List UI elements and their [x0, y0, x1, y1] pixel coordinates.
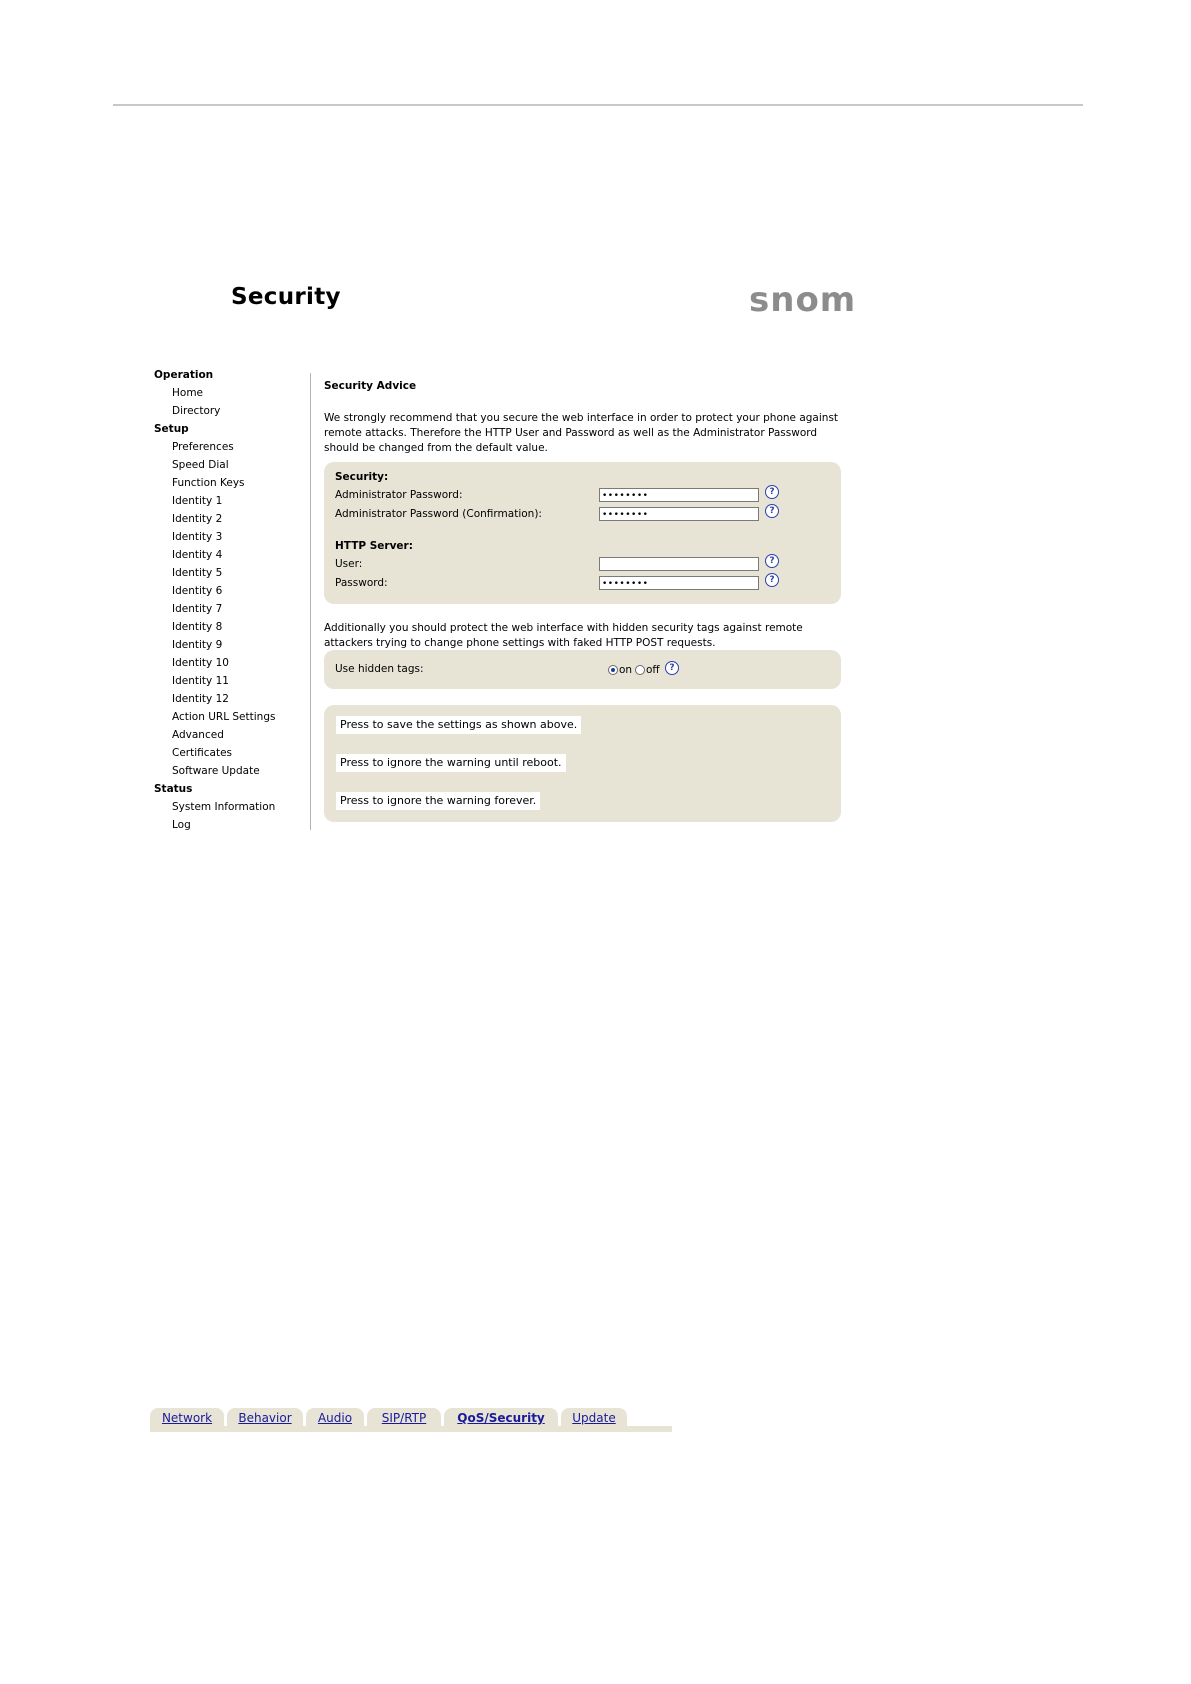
- actions-panel: [324, 705, 841, 822]
- hidden-tags-label: Use hidden tags:: [335, 663, 424, 675]
- sidebar-item-home[interactable]: Home: [172, 387, 204, 399]
- admin-password-confirm-help-icon[interactable]: ?: [765, 504, 779, 518]
- sidebar-item-preferences[interactable]: Preferences: [172, 441, 234, 453]
- hidden-tags-help-icon[interactable]: ?: [665, 661, 679, 675]
- admin-password-help-icon[interactable]: ?: [765, 485, 779, 499]
- tab-update[interactable]: Update: [561, 1408, 627, 1428]
- sidebar-item-speed-dial[interactable]: Speed Dial: [172, 459, 229, 471]
- hidden-tags-on-label: on: [619, 664, 633, 676]
- http-password-label: Password:: [335, 577, 388, 589]
- top-rule: [113, 104, 1083, 106]
- sidebar-item-identity-7[interactable]: Identity 7: [172, 603, 223, 615]
- admin-password-confirm-label: Administrator Password (Confirmation):: [335, 508, 542, 520]
- snom-logo: snom: [749, 280, 857, 320]
- security-header: Security:: [335, 471, 389, 483]
- sidebar-item-identity-6[interactable]: Identity 6: [172, 585, 223, 597]
- sidebar-item-identity-8[interactable]: Identity 8: [172, 621, 223, 633]
- http-password-help-icon[interactable]: ?: [765, 573, 779, 587]
- sidebar-item-identity-3[interactable]: Identity 3: [172, 531, 223, 543]
- hidden-tags-off-label: off: [646, 664, 660, 676]
- sidebar-item-software-update[interactable]: Software Update: [172, 765, 260, 777]
- hidden-tags-panel: [324, 650, 841, 689]
- admin-password-confirm-field[interactable]: ••••••••: [599, 507, 759, 521]
- admin-password-field[interactable]: ••••••••: [599, 488, 759, 502]
- sidebar-item-action-url-settings[interactable]: Action URL Settings: [172, 711, 276, 723]
- sidebar-item-directory[interactable]: Directory: [172, 405, 221, 417]
- advice-text: We strongly recommend that you secure the web interface in order to protect your phone against remote attacks. Therefore the HTTP User and Password as well as the Administrator Password should be changed from the default value.: [324, 412, 839, 454]
- sidebar-item-function-keys[interactable]: Function Keys: [172, 477, 245, 489]
- advice-title: Security Advice: [324, 380, 417, 392]
- sidebar-item-identity-1[interactable]: Identity 1: [172, 495, 223, 507]
- sidebar-header-setup: Setup: [154, 423, 189, 435]
- security-settings-panel: [324, 462, 841, 604]
- http-password-field[interactable]: ••••••••: [599, 576, 759, 590]
- sidebar-item-identity-2[interactable]: Identity 2: [172, 513, 223, 525]
- ignore-until-reboot-button[interactable]: Press to ignore the warning until reboot.: [336, 754, 566, 772]
- sidebar-item-certificates[interactable]: Certificates: [172, 747, 233, 759]
- tab-qos-security[interactable]: QoS/Security: [444, 1408, 558, 1428]
- sidebar-item-log[interactable]: Log: [172, 819, 191, 831]
- tab-sip-rtp[interactable]: SIP/RTP: [367, 1408, 441, 1428]
- sidebar-item-identity-11[interactable]: Identity 11: [172, 675, 229, 687]
- sidebar-item-identity-4[interactable]: Identity 4: [172, 549, 223, 561]
- sidebar-header-operation: Operation: [154, 369, 214, 381]
- admin-password-label: Administrator Password:: [335, 489, 463, 501]
- settings-tab-bar: [150, 1408, 672, 1432]
- sidebar-item-advanced[interactable]: Advanced: [172, 729, 224, 741]
- sidebar-header-status: Status: [154, 783, 193, 795]
- sidebar-item-identity-5[interactable]: Identity 5: [172, 567, 223, 579]
- save-settings-button[interactable]: Press to save the settings as shown above.: [336, 716, 581, 734]
- sidebar-item-identity-12[interactable]: Identity 12: [172, 693, 229, 705]
- sidebar-item-system-information[interactable]: System Information: [172, 801, 276, 813]
- hidden-tags-intro: Additionally you should protect the web interface with hidden security tags against remote attackers trying to change phone settings with faked HTTP POST requests.: [324, 622, 803, 649]
- hidden-tags-on-radio[interactable]: [608, 665, 618, 675]
- ignore-forever-button[interactable]: Press to ignore the warning forever.: [336, 792, 540, 810]
- page-title: Security: [231, 284, 341, 310]
- tab-audio[interactable]: Audio: [306, 1408, 364, 1428]
- sidebar-item-identity-10[interactable]: Identity 10: [172, 657, 229, 669]
- http-server-header: HTTP Server:: [335, 540, 413, 552]
- http-user-help-icon[interactable]: ?: [765, 554, 779, 568]
- sidebar-nav: [154, 366, 304, 834]
- sidebar-divider: [310, 373, 311, 830]
- hidden-tags-off-radio[interactable]: [635, 665, 645, 675]
- http-user-field[interactable]: [599, 557, 759, 571]
- http-user-label: User:: [335, 558, 363, 570]
- tab-network[interactable]: Network: [150, 1408, 224, 1428]
- sidebar-item-identity-9[interactable]: Identity 9: [172, 639, 223, 651]
- tab-behavior[interactable]: Behavior: [227, 1408, 303, 1428]
